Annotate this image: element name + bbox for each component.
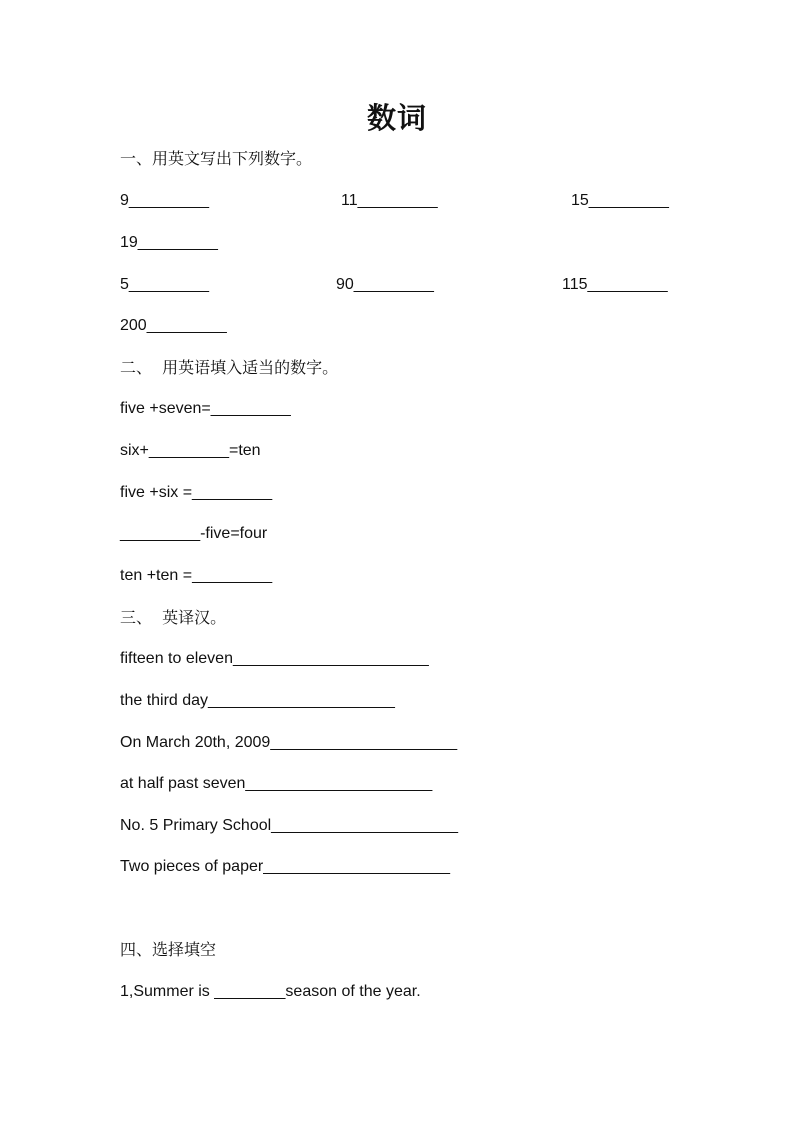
- number-blank-item: 5_________: [120, 276, 209, 293]
- section-1-heading: 一、用英文写出下列数字。: [120, 149, 313, 168]
- translation-item: Two pieces of paper_____________________: [120, 858, 451, 875]
- translation-item: at half past seven_____________________: [120, 775, 433, 792]
- number-blank-item: 200_________: [120, 317, 227, 334]
- equation-item: five +six =_________: [120, 484, 273, 501]
- number-blank-item: 115_________: [562, 276, 668, 293]
- section-2-heading: 二、 用英语填入适当的数字。: [120, 358, 339, 377]
- section-4-heading: 四、选择填空: [120, 940, 217, 959]
- equation-item: five +seven=_________: [120, 400, 291, 417]
- number-blank-item: 9_________: [120, 192, 209, 209]
- page-title: 数词: [366, 101, 427, 135]
- translation-item: No. 5 Primary School_____________________: [120, 817, 459, 834]
- section-3-heading: 三、 英译汉。: [120, 608, 227, 627]
- equation-item: six+_________=ten: [120, 442, 261, 459]
- equation-item: _________-five=four: [120, 525, 268, 542]
- equation-item: ten +ten =_________: [120, 567, 273, 584]
- number-blank-item: 90_________: [336, 276, 434, 293]
- number-blank-item: 15_________: [571, 192, 669, 209]
- translation-item: fifteen to eleven______________________: [120, 650, 429, 667]
- translation-item: On March 20th, 2009_____________________: [120, 734, 458, 751]
- number-blank-item: 11_________: [341, 192, 438, 209]
- number-blank-item: 19_________: [120, 234, 218, 251]
- translation-item: the third day_____________________: [120, 692, 395, 709]
- choice-item: 1,Summer is ________season of the year.: [120, 983, 421, 1000]
